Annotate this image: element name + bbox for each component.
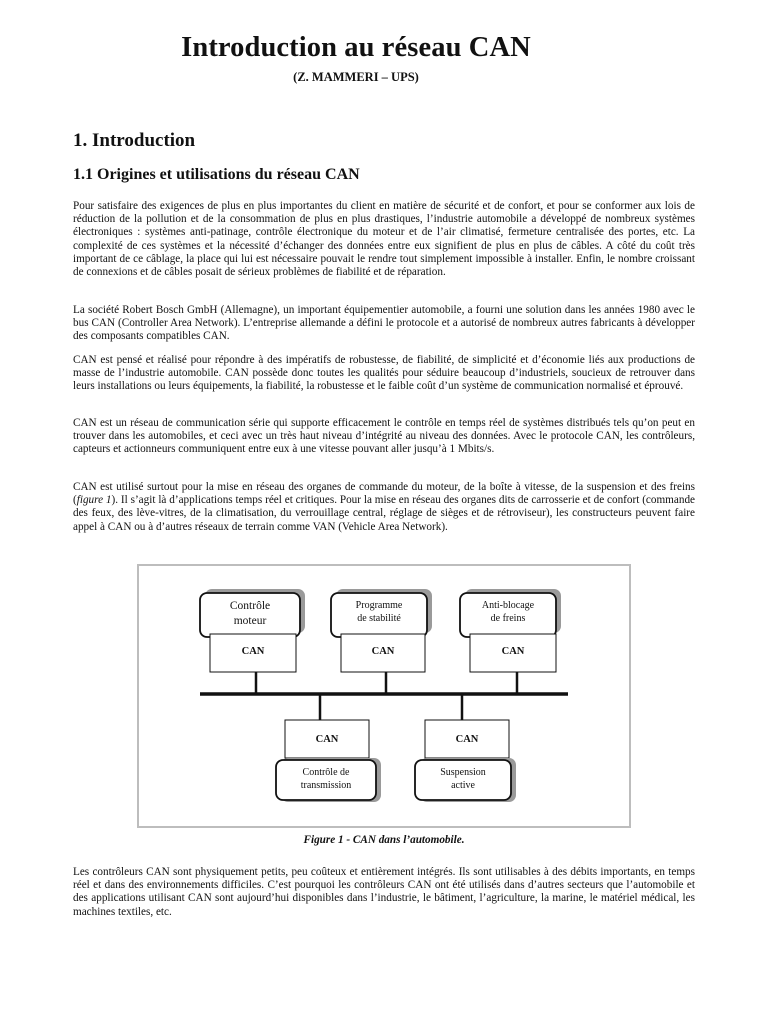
figure-reference: figure 1 (76, 494, 112, 507)
can-controller-label: CAN (501, 646, 525, 657)
section-heading: 1. Introduction (73, 130, 196, 151)
paragraph-text-part: CAN est utilisé surtout pour la mise en réseau des organes de commande du moteur, de la boîte à vitesse, de la suspension et des freins ( (73, 481, 695, 507)
node-suspension-active (415, 694, 516, 802)
paragraph-text: Les contrôleurs CAN sont physiquement petits, peu coûteux et entièrement intégrés. Ils sont utilisables à des débits importants, en temps réel et dans des environnements difficiles. C’est pourquoi les contrôleurs CAN ont été utilisés dans d’autres secteurs que l’automobile et des applications utilisant CAN sont aujourd’hui disponibles dans l’industrie, le bâtiment, l’agriculture, la marine, le matériel médical, les machines textiles, etc. (73, 866, 695, 918)
document-author: (Z. MAMMERI – UPS) (293, 70, 419, 84)
ecu-label-line1: Anti-blocage (481, 600, 535, 611)
can-controller-label: CAN (455, 734, 479, 745)
can-controller-label: CAN (241, 646, 265, 657)
subsection-heading: 1.1 Origines et utilisations du réseau CAN (73, 166, 360, 183)
ecu-label-line1: Contrôle (229, 600, 271, 612)
figure-caption: Figure 1 - CAN dans l’automobile. (303, 834, 465, 846)
paragraph-text-part: ). Il s’agit là d’applications temps réel et critiques. Pour la mise en réseau des organes dits de carrosserie et de confort (commande des feux, des lève-vitres, de la climatisation, du verrouillage central, réglage de sièges et de rétroviseur), les constructeurs peuvent faire appel à CAN ou à d’autres réseaux de terrain comme VAN (Vehicle Area Network). (73, 494, 696, 533)
paragraph-text: La société Robert Bosch GmbH (Allemagne), un important équipementier automobile, a fourni une solution dans les années 1980 avec le bus CAN (Controller Area Network). L’entreprise allemande a défini le protocole et a autorisé de nombreux autres fabricants à développer des composants compatibles CAN. (73, 304, 695, 343)
ecu-label-line1: Suspension (440, 767, 486, 778)
paragraph-6 (73, 866, 695, 919)
document-title: Introduction au réseau CAN (181, 32, 531, 63)
paragraph-text: CAN est un réseau de communication série qui supporte efficacement le contrôle en temps réel de systèmes distribués tels qu’on peut en trouver dans les automobiles, et ceci avec un très haut niveau d’intégrité au niveau des données. Avec le protocole CAN, les contrôleurs, capteurs et actionneurs communiquent entre eux à une vitesse pouvant aller jusqu’à 1 Mbits/s. (73, 417, 695, 456)
paragraph-text: Pour satisfaire des exigences de plus en plus importantes du client en matière de sécurité et de confort, et pour se conformer aux lois de réduction de la pollution et de la consommation de plus en plus drastiques, l’industrie automobile a développé de nombreux systèmes électroniques : systèmes anti-patinage, contrôle électronique du moteur et de l’air climatisé, fermeture centralisée des portes, etc. La complexité de ces systèmes et la nécessité d’échanger des données entre eux signifient de plus en plus de câbles. A côté du coût très important de ce câblage, la place qui lui est nécessaire pouvait le rendre tout simplement impossible à installer. Enfin, le nombre croissant de connexions et de câbles posait de sérieux problèmes de fiabilité et de réparation. (73, 200, 695, 279)
ecu-label-line1: Programme (355, 600, 403, 611)
node-controle-transmission (276, 694, 381, 802)
ecu-label-line2: active (451, 780, 475, 791)
can-controller-label: CAN (371, 646, 395, 657)
can-controller-label: CAN (315, 734, 339, 745)
node-programme-stabilite (331, 589, 432, 694)
ecu-label-line2: moteur (233, 615, 267, 627)
ecu-label-line1: Contrôle de (302, 767, 350, 778)
ecu-label-line2: de freins (490, 613, 526, 624)
ecu-label-line2: de stabilité (357, 613, 401, 624)
paragraph-text: CAN est pensé et réalisé pour répondre à des impératifs de robustesse, de fiabilité, de simplicité et d’économie liés aux productions de masse de l’industrie automobile. CAN possède donc toutes les qualités pour séduire beaucoup d’industriels, soucieux de retrouver dans leurs installations ou leurs équipements, la fiabilité, la robustesse et le faible coût d’un système de communication normalisé et éprouvé. (73, 354, 695, 393)
ecu-label-line2: transmission (300, 780, 352, 791)
node-controle-moteur (200, 589, 305, 694)
node-anti-blocage-freins (460, 589, 561, 694)
